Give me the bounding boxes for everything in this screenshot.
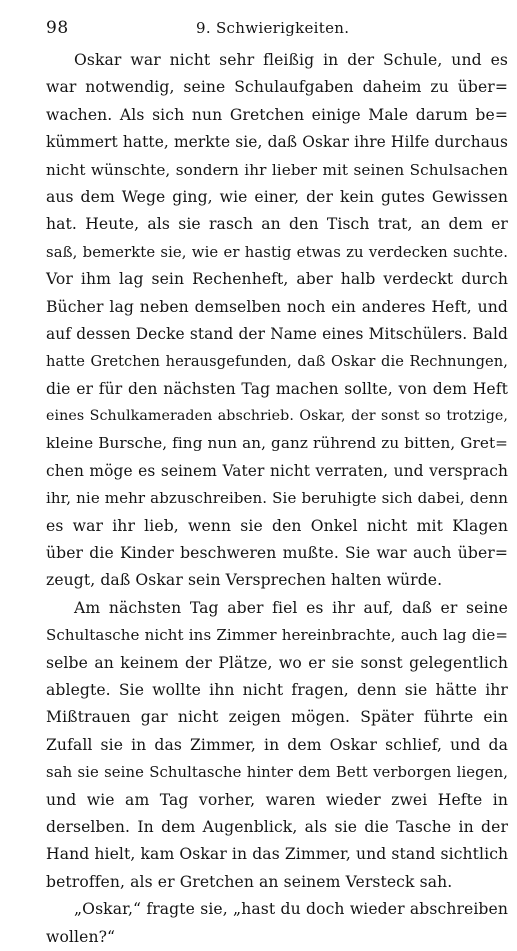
text-line: chen möge es seinem Vater nicht verraten, und versprach xyxy=(46,461,508,480)
text-line: die er für den nächsten Tag machen sollte, von dem Heft xyxy=(46,379,508,398)
text-line: ablegte. Sie wollte ihn nicht fragen, denn sie hätte ihr xyxy=(46,680,508,699)
text-line: war notwendig, seine Schulaufgaben daheim zu über= xyxy=(46,78,508,97)
text-line: hat. Heute, als sie rasch an den Tisch trat, an dem er xyxy=(46,215,508,234)
text-line: Bücher lag neben demselben noch ein anderes Heft, und xyxy=(46,297,508,316)
text-line: Zufall sie in das Zimmer, in dem Oskar schlief, und da xyxy=(46,735,508,754)
running-title: 9. Schwierigkeiten. xyxy=(196,19,350,37)
text-line: sah sie seine Schultasche hinter dem Bett verborgen liegen, xyxy=(46,764,508,782)
text-line: wachen. Als sich nun Gretchen einige Male darum be= xyxy=(46,105,508,124)
text-line: saß, bemerkte sie, wie er hastig etwas zu verdecken suchte. xyxy=(46,243,508,261)
text-line: Mißtrauen gar nicht zeigen mögen. Später führte ein xyxy=(46,708,508,727)
text-line: Hand hielt, kam Oskar in das Zimmer, und stand sichtlich xyxy=(46,845,509,864)
page-number: 98 xyxy=(46,18,69,38)
text-line: eines Schulkameraden abschrieb. Oskar, der sonst so trotzige, xyxy=(46,408,508,425)
text-line: wollen?“ xyxy=(46,927,116,946)
text-line: aus dem Wege ging, wie einer, der kein gutes Gewissen xyxy=(46,187,508,206)
text-line: betroffen, als er Gretchen an seinem Versteck sah. xyxy=(46,872,453,891)
text-line: Vor ihm lag sein Rechenheft, aber halb verdeckt durch xyxy=(46,270,508,289)
text-line: auf dessen Decke stand der Name eines Mitschülers. Bald xyxy=(46,324,508,343)
text-line: zeugt, daß Oskar sein Versprechen halten würde. xyxy=(46,571,443,590)
text-line: und wie am Tag vorher, waren wieder zwei Hefte in xyxy=(46,790,508,809)
text-line: „Oskar,“ fragte sie, „hast du doch wieder abschreiben xyxy=(74,900,508,919)
text-line: hatte Gretchen herausgefunden, daß Oskar die Rechnungen, xyxy=(46,353,508,371)
body-text xyxy=(46,47,508,951)
text-line: Am nächsten Tag aber fiel es ihr auf, daß er seine xyxy=(74,598,508,617)
page-header xyxy=(46,18,499,40)
text-line: nicht wünschte, sondern ihr lieber mit seinen Schulsachen xyxy=(46,160,508,179)
text-line: derselben. In dem Augenblick, als sie die Tasche in der xyxy=(46,817,508,836)
text-line: kümmert hatte, merkte sie, daß Oskar ihre Hilfe durchaus xyxy=(46,133,508,152)
text-line: selbe an keinem der Plätze, wo er sie sonst gelegentlich xyxy=(46,653,508,672)
text-line: ihr, nie mehr abzuschreiben. Sie beruhigte sich dabei, denn xyxy=(46,489,508,508)
text-line: Schultasche nicht ins Zimmer hereinbrachte, auch lag die= xyxy=(46,626,508,645)
text-line: Oskar war nicht sehr fleißig in der Schule, und es xyxy=(74,51,508,69)
text-line: über die Kinder beschweren mußte. Sie war auch über= xyxy=(46,544,508,563)
text-line: kleine Bursche, fing nun an, ganz rührend zu bitten, Gret= xyxy=(46,434,508,453)
text-line: es war ihr lieb, wenn sie den Onkel nicht mit Klagen xyxy=(46,516,508,535)
